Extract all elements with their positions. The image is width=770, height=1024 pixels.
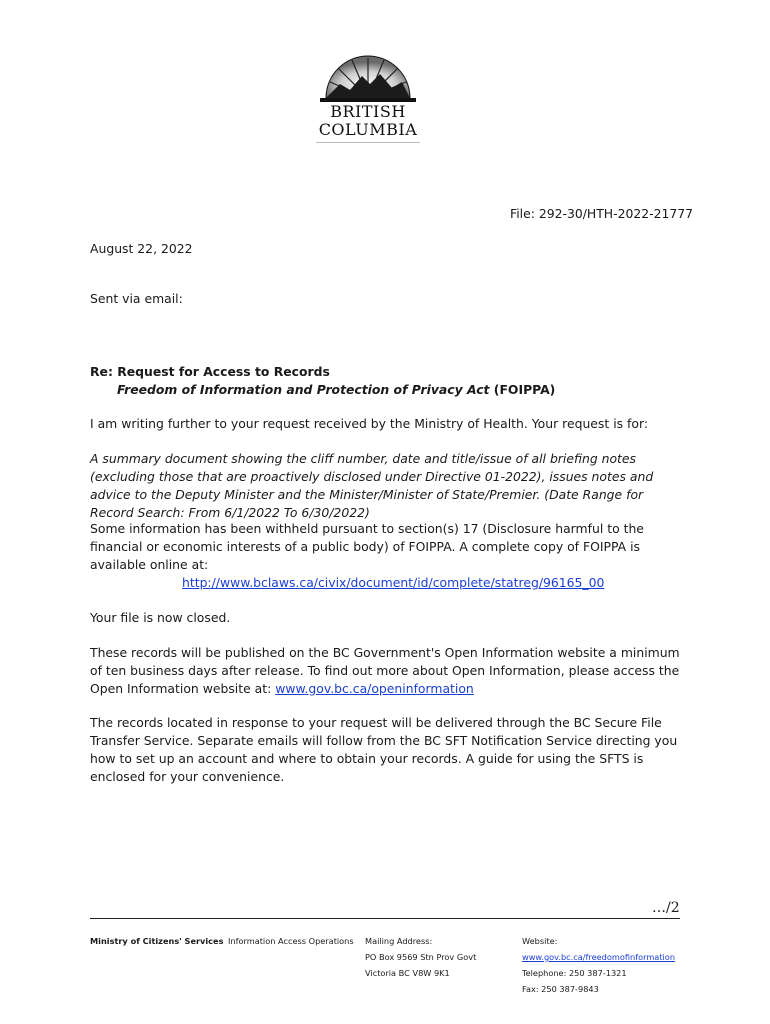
act-title <box>117 381 555 399</box>
footer-mailing-label: Mailing Address: <box>365 936 433 946</box>
footer-mailing-line2: Victoria BC V8W 9K1 <box>365 968 450 978</box>
delivery-paragraph: The records located in response to your request will be delivered through the BC Secure File Transfer Service. Separate emails will follow from the BC SFT Notification Service directing you how to set up an account and where to obtain your records. A guide for using the SFTS is enclosed for your convenience. <box>90 715 678 784</box>
act-abbreviation: (FOIPPA) <box>489 382 556 397</box>
footer-ministry: Ministry of Citizens' Services <box>90 936 224 946</box>
request-description: A summary document showing the cliff number, date and title/issue of all briefing notes (excluding those that are proactively disclosed under Directive 01-2022), issues notes and advice to the Deputy Minister and the Minister/Minister of State/Premier. (Date Range for Record Search: From 6/1/2022 To 6/30/2022) <box>90 451 654 520</box>
file-closed-paragraph: Your file is now closed. <box>90 610 231 625</box>
footer-website-label: Website: <box>522 936 558 946</box>
open-information-text: These records will be published on the BC Government's Open Information website a minimum of ten business days after release. To find out more about Open Information, please access the Open Information website at: <box>90 645 680 696</box>
withheld-paragraph: Some information has been withheld pursuant to section(s) 17 (Disclosure harmful to the financial or economic interests of a public body) of FOIPPA. A complete copy of FOIPPA is available online at: <box>90 521 644 572</box>
letter-date: August 22, 2022 <box>90 241 193 256</box>
file-number: File: 292-30/HTH-2022-21777 <box>510 206 694 221</box>
foippa-link[interactable]: http://www.bclaws.ca/civix/document/id/complete/statreg/96165_00 <box>182 575 605 590</box>
intro-paragraph: I am writing further to your request received by the Ministry of Health. Your request is for: <box>90 416 649 431</box>
footer-divider <box>90 918 680 919</box>
footer-fax: Fax: 250 387-9843 <box>522 984 599 994</box>
page-continuation: …/2 <box>652 900 680 916</box>
open-information-link[interactable]: www.gov.bc.ca/openinformation <box>275 681 474 696</box>
footer-website-link[interactable]: www.gov.bc.ca/freedomofinformation <box>522 952 676 962</box>
footer-mailing-line1: PO Box 9569 Stn Prov Govt <box>365 952 477 962</box>
act-name: Freedom of Information and Protection of Privacy Act <box>117 382 490 397</box>
open-information-paragraph <box>90 644 690 698</box>
logo-divider <box>316 142 420 143</box>
bc-sun-mountain-emblem <box>312 44 424 104</box>
footer-operations: Information Access Operations <box>228 936 354 946</box>
sent-via-email: Sent via email: <box>90 291 183 306</box>
subject-line: Re: Request for Access to Records <box>90 364 330 379</box>
logo-text-columbia: COLUMBIA <box>318 120 418 139</box>
logo-text-british: BRITISH <box>330 102 406 121</box>
footer-telephone: Telephone: 250 387-1321 <box>522 968 627 978</box>
bc-government-logo <box>312 44 424 144</box>
